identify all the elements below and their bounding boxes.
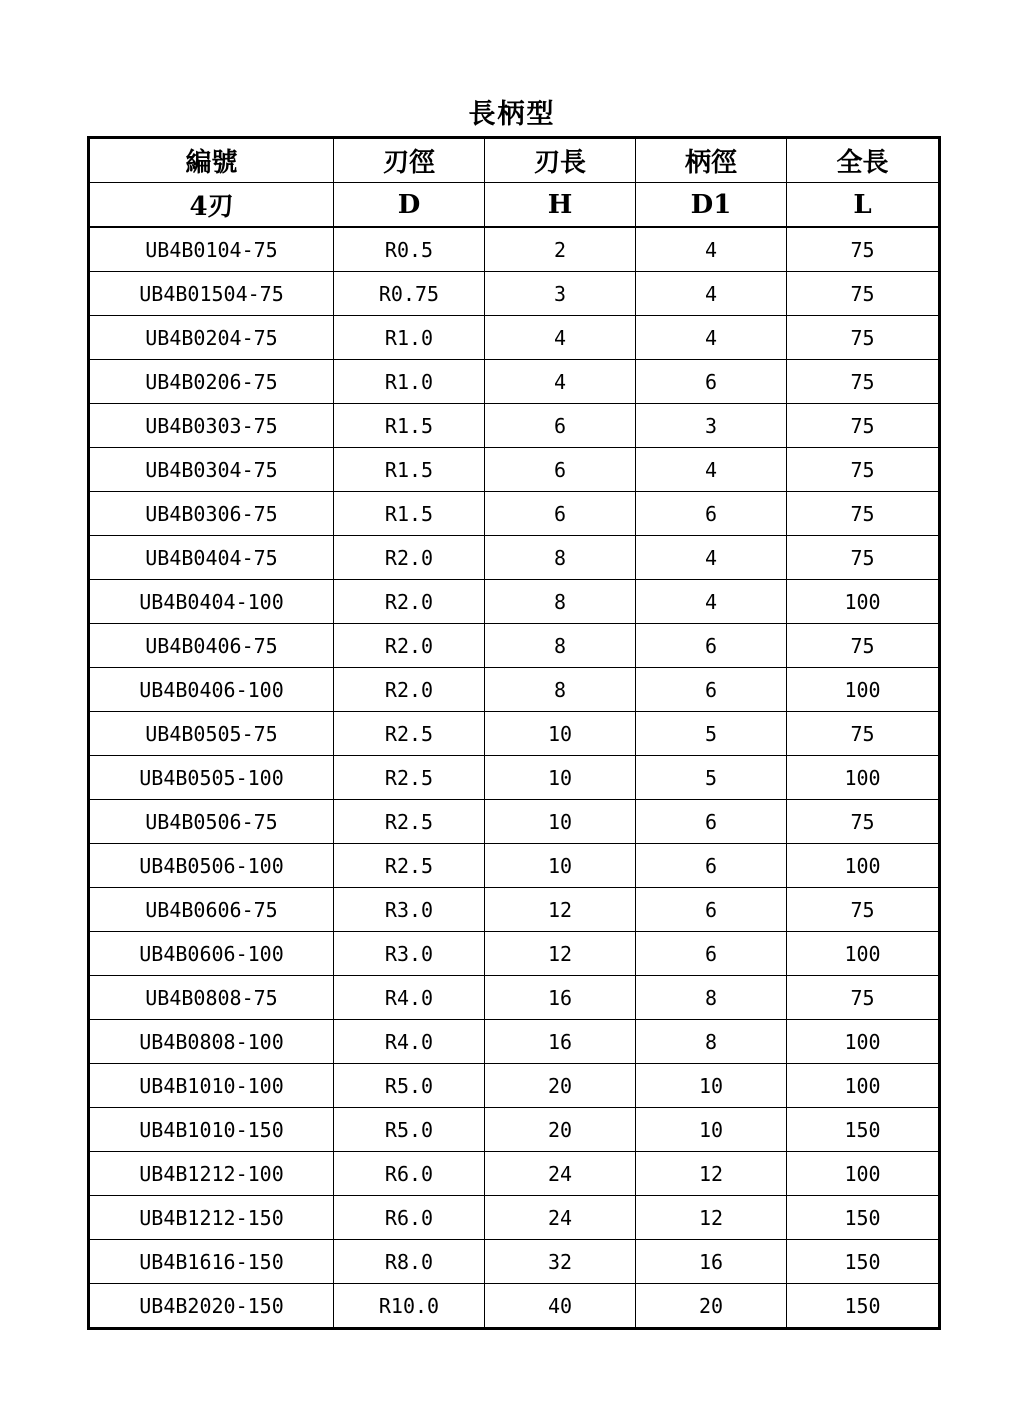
cell-blade-diameter: R4.0 xyxy=(334,976,485,1020)
cell-blade-length: 8 xyxy=(485,536,636,580)
cell-blade-length: 8 xyxy=(485,668,636,712)
cell-shank-diameter: 4 xyxy=(636,227,787,272)
table-row xyxy=(89,888,940,932)
cell-shank-diameter: 6 xyxy=(636,800,787,844)
cell-model-no: UB4B1010-150 xyxy=(89,1108,334,1152)
cell-overall-length: 150 xyxy=(787,1284,940,1329)
table-row xyxy=(89,536,940,580)
spec-table xyxy=(87,136,941,1330)
cell-shank-diameter: 4 xyxy=(636,448,787,492)
cell-blade-length: 10 xyxy=(485,844,636,888)
cell-overall-length: 75 xyxy=(787,536,940,580)
cell-overall-length: 100 xyxy=(787,1152,940,1196)
cell-shank-diameter: 5 xyxy=(636,756,787,800)
cell-shank-diameter: 10 xyxy=(636,1108,787,1152)
cell-blade-length: 12 xyxy=(485,888,636,932)
table-row xyxy=(89,1108,940,1152)
cell-model-no: UB4B0304-75 xyxy=(89,448,334,492)
table-row xyxy=(89,492,940,536)
cell-blade-diameter: R3.0 xyxy=(334,932,485,976)
cell-shank-diameter: 6 xyxy=(636,492,787,536)
cell-shank-diameter: 10 xyxy=(636,1064,787,1108)
cell-blade-diameter: R8.0 xyxy=(334,1240,485,1284)
cell-blade-diameter: R2.5 xyxy=(334,844,485,888)
cell-overall-length: 150 xyxy=(787,1108,940,1152)
cell-shank-diameter: 6 xyxy=(636,932,787,976)
cell-blade-diameter: R0.5 xyxy=(334,227,485,272)
cell-overall-length: 75 xyxy=(787,492,940,536)
cell-shank-diameter: 4 xyxy=(636,272,787,316)
column-header-model-no: 編號 xyxy=(89,138,334,183)
cell-blade-length: 16 xyxy=(485,976,636,1020)
cell-blade-diameter: R2.0 xyxy=(334,668,485,712)
table-row xyxy=(89,1240,940,1284)
cell-blade-diameter: R0.75 xyxy=(334,272,485,316)
cell-overall-length: 100 xyxy=(787,1064,940,1108)
cell-blade-length: 6 xyxy=(485,404,636,448)
cell-model-no: UB4B0406-75 xyxy=(89,624,334,668)
cell-blade-length: 10 xyxy=(485,800,636,844)
cell-overall-length: 75 xyxy=(787,800,940,844)
cell-blade-length: 32 xyxy=(485,1240,636,1284)
cell-blade-diameter: R1.5 xyxy=(334,492,485,536)
cell-overall-length: 150 xyxy=(787,1196,940,1240)
cell-model-no: UB4B0606-100 xyxy=(89,932,334,976)
table-row xyxy=(89,316,940,360)
cell-model-no: UB4B0406-100 xyxy=(89,668,334,712)
cell-blade-diameter: R2.5 xyxy=(334,712,485,756)
cell-blade-diameter: R6.0 xyxy=(334,1196,485,1240)
cell-blade-length: 10 xyxy=(485,712,636,756)
subheader-row xyxy=(89,183,940,228)
cell-overall-length: 75 xyxy=(787,227,940,272)
cell-blade-length: 3 xyxy=(485,272,636,316)
cell-shank-diameter: 4 xyxy=(636,316,787,360)
table-body xyxy=(89,227,940,1329)
cell-blade-diameter: R2.0 xyxy=(334,536,485,580)
cell-model-no: UB4B1010-100 xyxy=(89,1064,334,1108)
cell-model-no: UB4B0606-75 xyxy=(89,888,334,932)
cell-shank-diameter: 6 xyxy=(636,668,787,712)
table-row xyxy=(89,1284,940,1329)
cell-blade-length: 4 xyxy=(485,360,636,404)
table-row xyxy=(89,448,940,492)
table-row xyxy=(89,1020,940,1064)
cell-model-no: UB4B0104-75 xyxy=(89,227,334,272)
table-row xyxy=(89,932,940,976)
cell-overall-length: 75 xyxy=(787,316,940,360)
cell-overall-length: 75 xyxy=(787,976,940,1020)
cell-shank-diameter: 6 xyxy=(636,844,787,888)
cell-shank-diameter: 6 xyxy=(636,624,787,668)
cell-blade-diameter: R5.0 xyxy=(334,1108,485,1152)
cell-shank-diameter: 6 xyxy=(636,888,787,932)
cell-blade-diameter: R1.0 xyxy=(334,316,485,360)
cell-model-no: UB4B1616-150 xyxy=(89,1240,334,1284)
cell-model-no: UB4B0404-75 xyxy=(89,536,334,580)
cell-blade-diameter: R2.0 xyxy=(334,580,485,624)
cell-model-no: UB4B0808-75 xyxy=(89,976,334,1020)
cell-blade-diameter: R1.5 xyxy=(334,404,485,448)
cell-overall-length: 100 xyxy=(787,1020,940,1064)
cell-blade-length: 10 xyxy=(485,756,636,800)
cell-blade-length: 40 xyxy=(485,1284,636,1329)
cell-blade-length: 20 xyxy=(485,1064,636,1108)
table-row xyxy=(89,404,940,448)
cell-model-no: UB4B1212-100 xyxy=(89,1152,334,1196)
table-row xyxy=(89,1152,940,1196)
table-row xyxy=(89,800,940,844)
table-row xyxy=(89,844,940,888)
cell-overall-length: 75 xyxy=(787,360,940,404)
cell-blade-length: 24 xyxy=(485,1152,636,1196)
cell-overall-length: 150 xyxy=(787,1240,940,1284)
cell-blade-diameter: R5.0 xyxy=(334,1064,485,1108)
cell-blade-diameter: R2.0 xyxy=(334,624,485,668)
table-row xyxy=(89,756,940,800)
cell-blade-length: 12 xyxy=(485,932,636,976)
cell-shank-diameter: 5 xyxy=(636,712,787,756)
subheader-h: H xyxy=(485,183,636,228)
cell-model-no: UB4B2020-150 xyxy=(89,1284,334,1329)
cell-shank-diameter: 16 xyxy=(636,1240,787,1284)
cell-shank-diameter: 12 xyxy=(636,1152,787,1196)
cell-blade-diameter: R4.0 xyxy=(334,1020,485,1064)
cell-shank-diameter: 3 xyxy=(636,404,787,448)
cell-blade-length: 6 xyxy=(485,492,636,536)
cell-blade-length: 6 xyxy=(485,448,636,492)
table-row xyxy=(89,668,940,712)
cell-model-no: UB4B0206-75 xyxy=(89,360,334,404)
cell-blade-diameter: R2.5 xyxy=(334,756,485,800)
cell-blade-length: 2 xyxy=(485,227,636,272)
table-row xyxy=(89,1064,940,1108)
cell-blade-diameter: R6.0 xyxy=(334,1152,485,1196)
cell-model-no: UB4B1212-150 xyxy=(89,1196,334,1240)
column-header-overall-length: 全長 xyxy=(787,138,940,183)
cell-overall-length: 100 xyxy=(787,668,940,712)
column-header-blade-length: 刃長 xyxy=(485,138,636,183)
cell-model-no: UB4B0808-100 xyxy=(89,1020,334,1064)
column-header-blade-diameter: 刃徑 xyxy=(334,138,485,183)
cell-model-no: UB4B01504-75 xyxy=(89,272,334,316)
subheader-l: L xyxy=(787,183,940,228)
cell-overall-length: 75 xyxy=(787,272,940,316)
subheader-flutes: 4刃 xyxy=(89,183,334,228)
subheader-d1: D1 xyxy=(636,183,787,228)
table-row xyxy=(89,1196,940,1240)
cell-blade-diameter: R1.0 xyxy=(334,360,485,404)
subheader-d: D xyxy=(334,183,485,228)
cell-overall-length: 100 xyxy=(787,844,940,888)
table-row xyxy=(89,712,940,756)
cell-blade-diameter: R2.5 xyxy=(334,800,485,844)
cell-blade-diameter: R1.5 xyxy=(334,448,485,492)
cell-shank-diameter: 8 xyxy=(636,1020,787,1064)
cell-model-no: UB4B0506-100 xyxy=(89,844,334,888)
cell-shank-diameter: 12 xyxy=(636,1196,787,1240)
table-row xyxy=(89,624,940,668)
cell-blade-length: 4 xyxy=(485,316,636,360)
cell-overall-length: 75 xyxy=(787,888,940,932)
cell-blade-diameter: R10.0 xyxy=(334,1284,485,1329)
cell-blade-length: 16 xyxy=(485,1020,636,1064)
cell-model-no: UB4B0404-100 xyxy=(89,580,334,624)
cell-overall-length: 100 xyxy=(787,580,940,624)
cell-shank-diameter: 4 xyxy=(636,536,787,580)
table-row xyxy=(89,272,940,316)
table-row xyxy=(89,227,940,272)
cell-shank-diameter: 4 xyxy=(636,580,787,624)
cell-overall-length: 100 xyxy=(787,756,940,800)
cell-overall-length: 75 xyxy=(787,624,940,668)
cell-model-no: UB4B0505-100 xyxy=(89,756,334,800)
cell-model-no: UB4B0505-75 xyxy=(89,712,334,756)
cell-blade-length: 8 xyxy=(485,624,636,668)
column-header-shank-diameter: 柄徑 xyxy=(636,138,787,183)
page-title: 長柄型 xyxy=(468,99,556,130)
cell-shank-diameter: 20 xyxy=(636,1284,787,1329)
cell-blade-length: 8 xyxy=(485,580,636,624)
cell-model-no: UB4B0306-75 xyxy=(89,492,334,536)
cell-model-no: UB4B0204-75 xyxy=(89,316,334,360)
cell-overall-length: 75 xyxy=(787,404,940,448)
cell-blade-length: 20 xyxy=(485,1108,636,1152)
cell-overall-length: 75 xyxy=(787,448,940,492)
cell-overall-length: 100 xyxy=(787,932,940,976)
cell-shank-diameter: 6 xyxy=(636,360,787,404)
cell-blade-diameter: R3.0 xyxy=(334,888,485,932)
table-row xyxy=(89,360,940,404)
table-row xyxy=(89,580,940,624)
table-row xyxy=(89,976,940,1020)
header-row xyxy=(89,138,940,183)
cell-blade-length: 24 xyxy=(485,1196,636,1240)
cell-overall-length: 75 xyxy=(787,712,940,756)
cell-shank-diameter: 8 xyxy=(636,976,787,1020)
cell-model-no: UB4B0506-75 xyxy=(89,800,334,844)
cell-model-no: UB4B0303-75 xyxy=(89,404,334,448)
